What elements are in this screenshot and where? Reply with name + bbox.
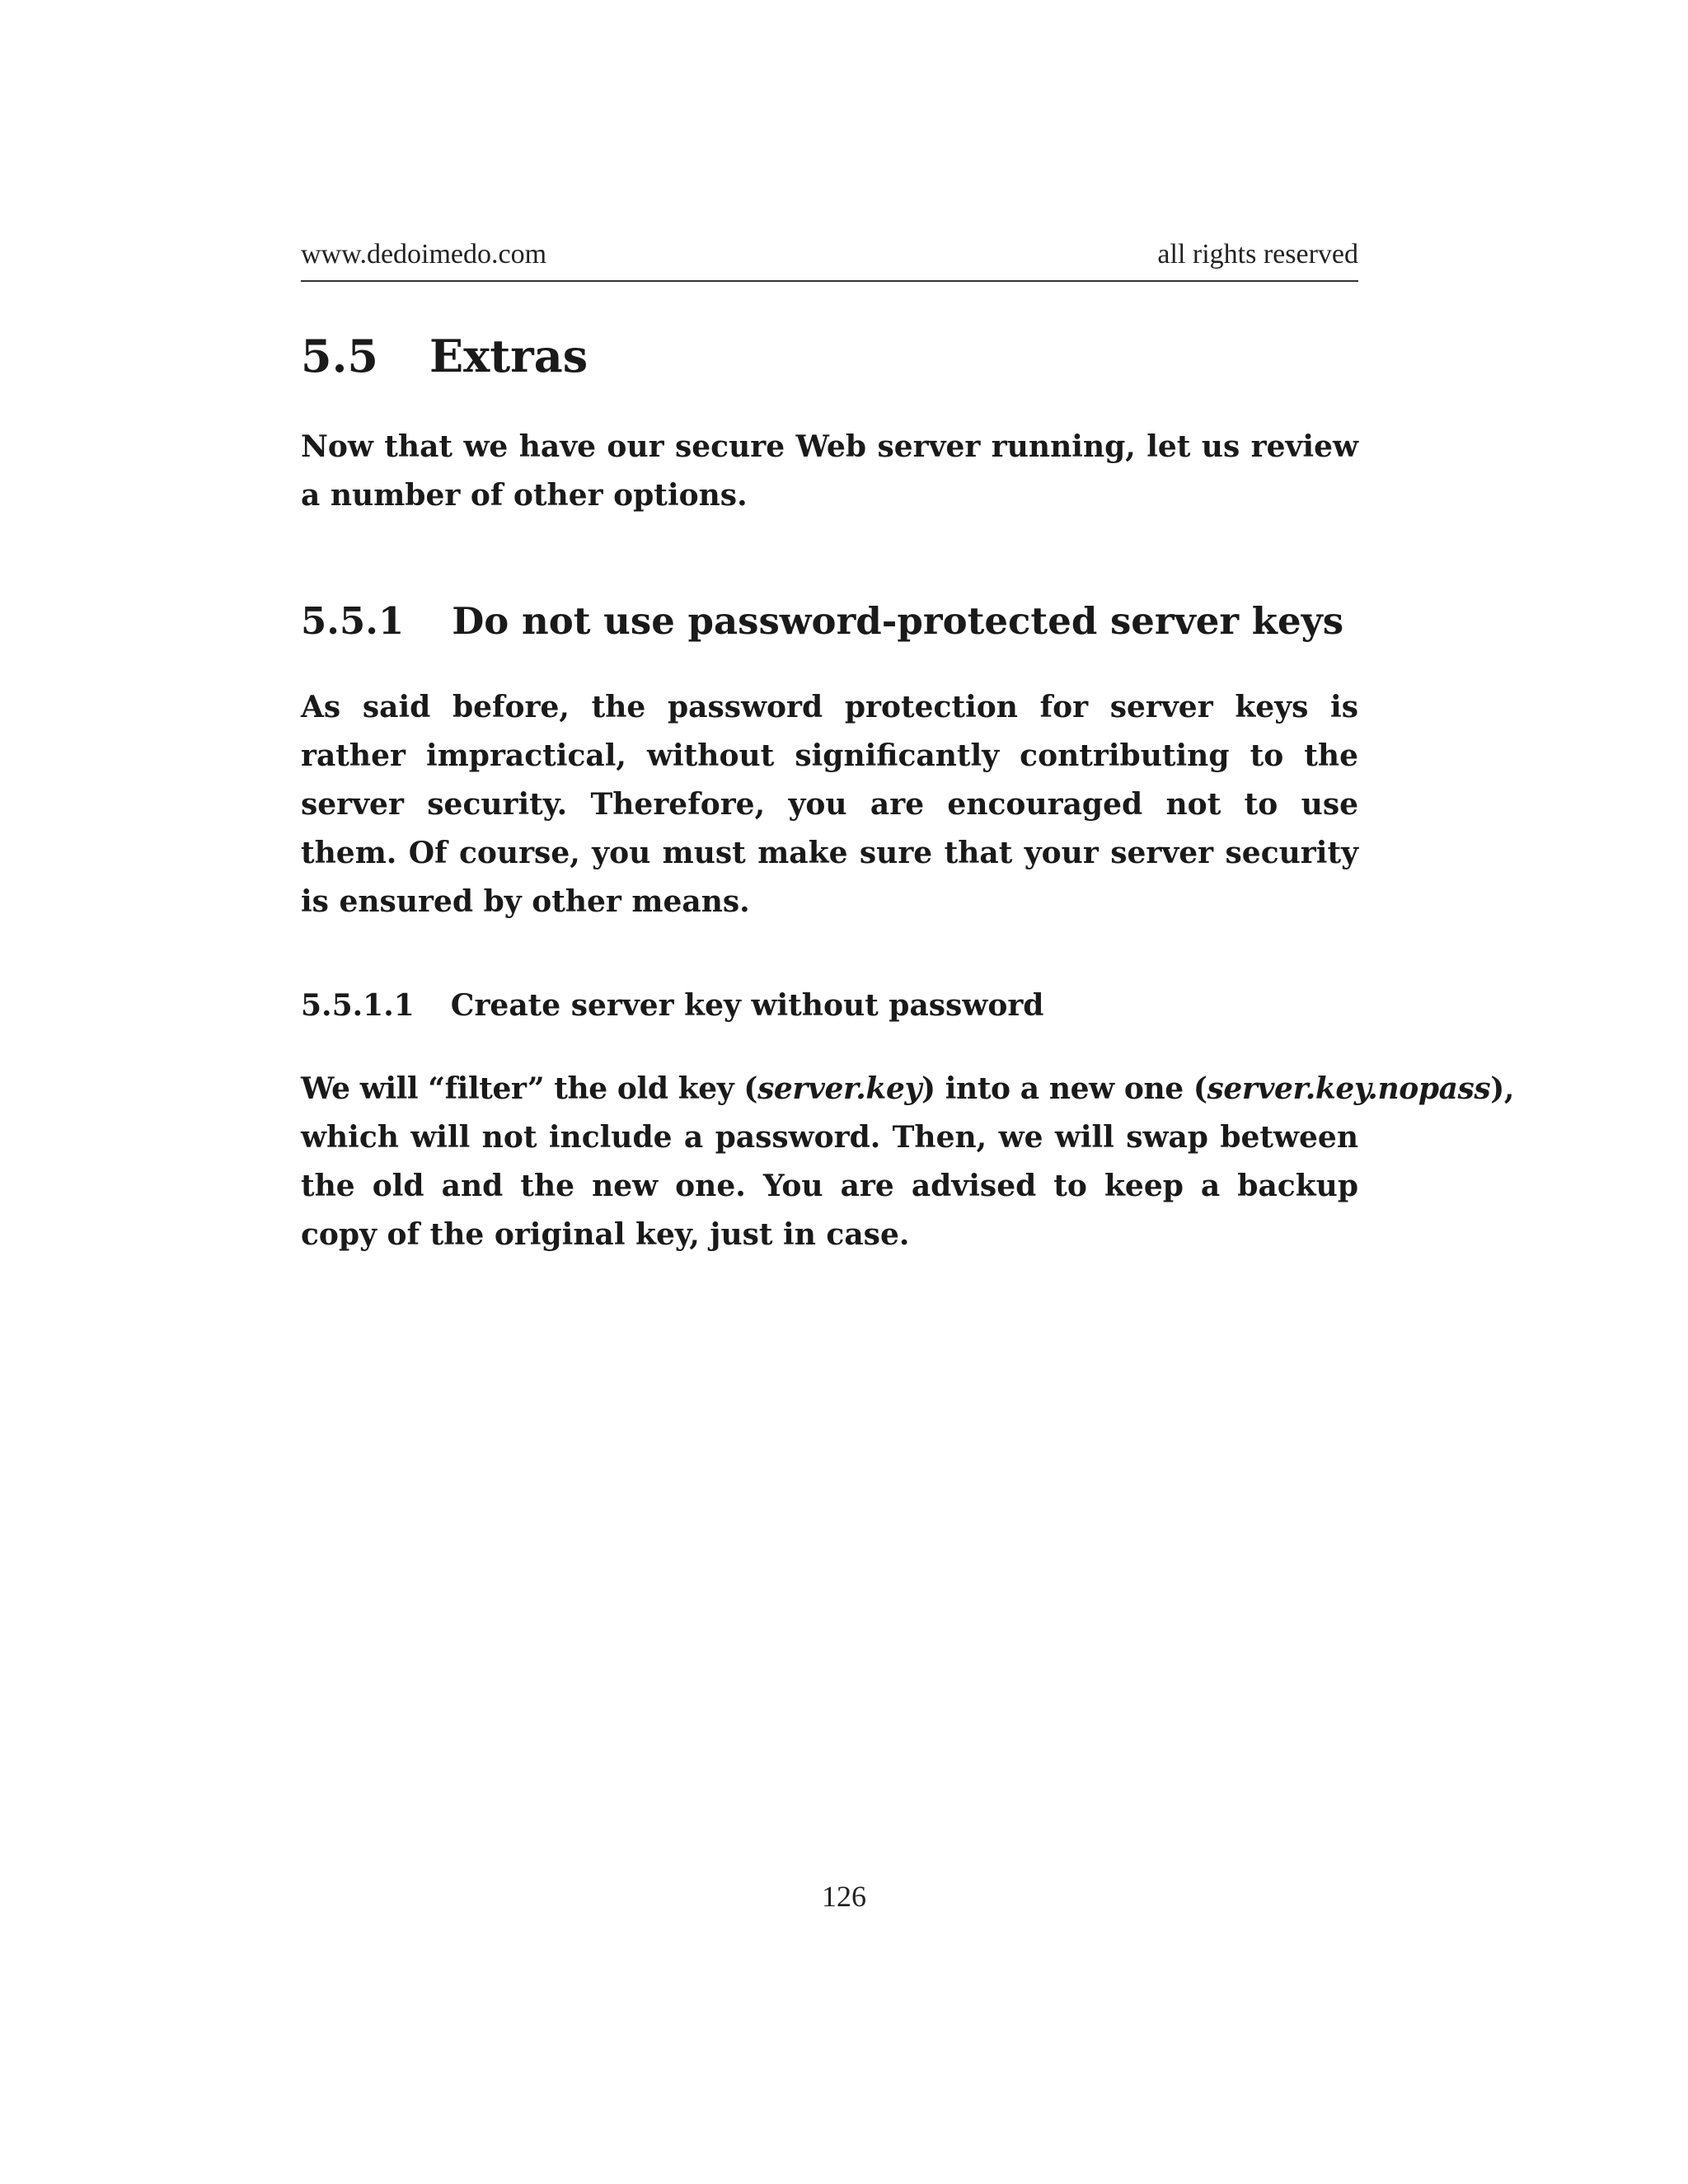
header-rights: all rights reserved <box>1157 239 1358 269</box>
page-content <box>301 330 1515 1259</box>
filename-server-key: server.key <box>757 1071 921 1106</box>
subsubsection-title: Create server key without password <box>450 987 1044 1023</box>
text-run: ) into a new one ( <box>921 1071 1207 1106</box>
page-number: 126 <box>822 1880 866 1913</box>
subsubsection-paragraph <box>301 1065 1515 1259</box>
section-number: 5.5 <box>301 330 378 382</box>
section-title: Extras <box>429 330 588 382</box>
paragraph-rest: which will not include a password. Then, we will swap between the old and the new one. You are advised to keep a backup copy of the original key, just in case. <box>301 1119 1358 1252</box>
text-run: We will “filter” the old key ( <box>301 1071 758 1106</box>
subsection-number: 5.5.1 <box>301 598 405 643</box>
section-heading <box>301 330 1358 383</box>
paragraph-first-line <box>301 1065 1515 1113</box>
section-intro-paragraph: Now that we have our secure Web server running, let us review a number of other options. <box>301 429 1358 513</box>
subsection-title: Do not use password-protected server keys <box>452 598 1344 643</box>
subsection-heading <box>301 599 1358 644</box>
subsubsection-heading <box>301 988 1358 1024</box>
running-header <box>301 239 1358 282</box>
header-site: www.dedoimedo.com <box>301 239 547 269</box>
filename-server-key-nopass: server.key.nopass <box>1207 1071 1491 1106</box>
subsection-paragraph: As said before, the password protection for server keys is rather impractical, without significantly contributing to the server security. Therefore, you are encouraged not to use them. Of course, you must make sure that your server security is ensured by other means. <box>301 689 1358 919</box>
text-run: ), <box>1490 1071 1515 1106</box>
subsubsection-number: 5.5.1.1 <box>301 987 415 1023</box>
